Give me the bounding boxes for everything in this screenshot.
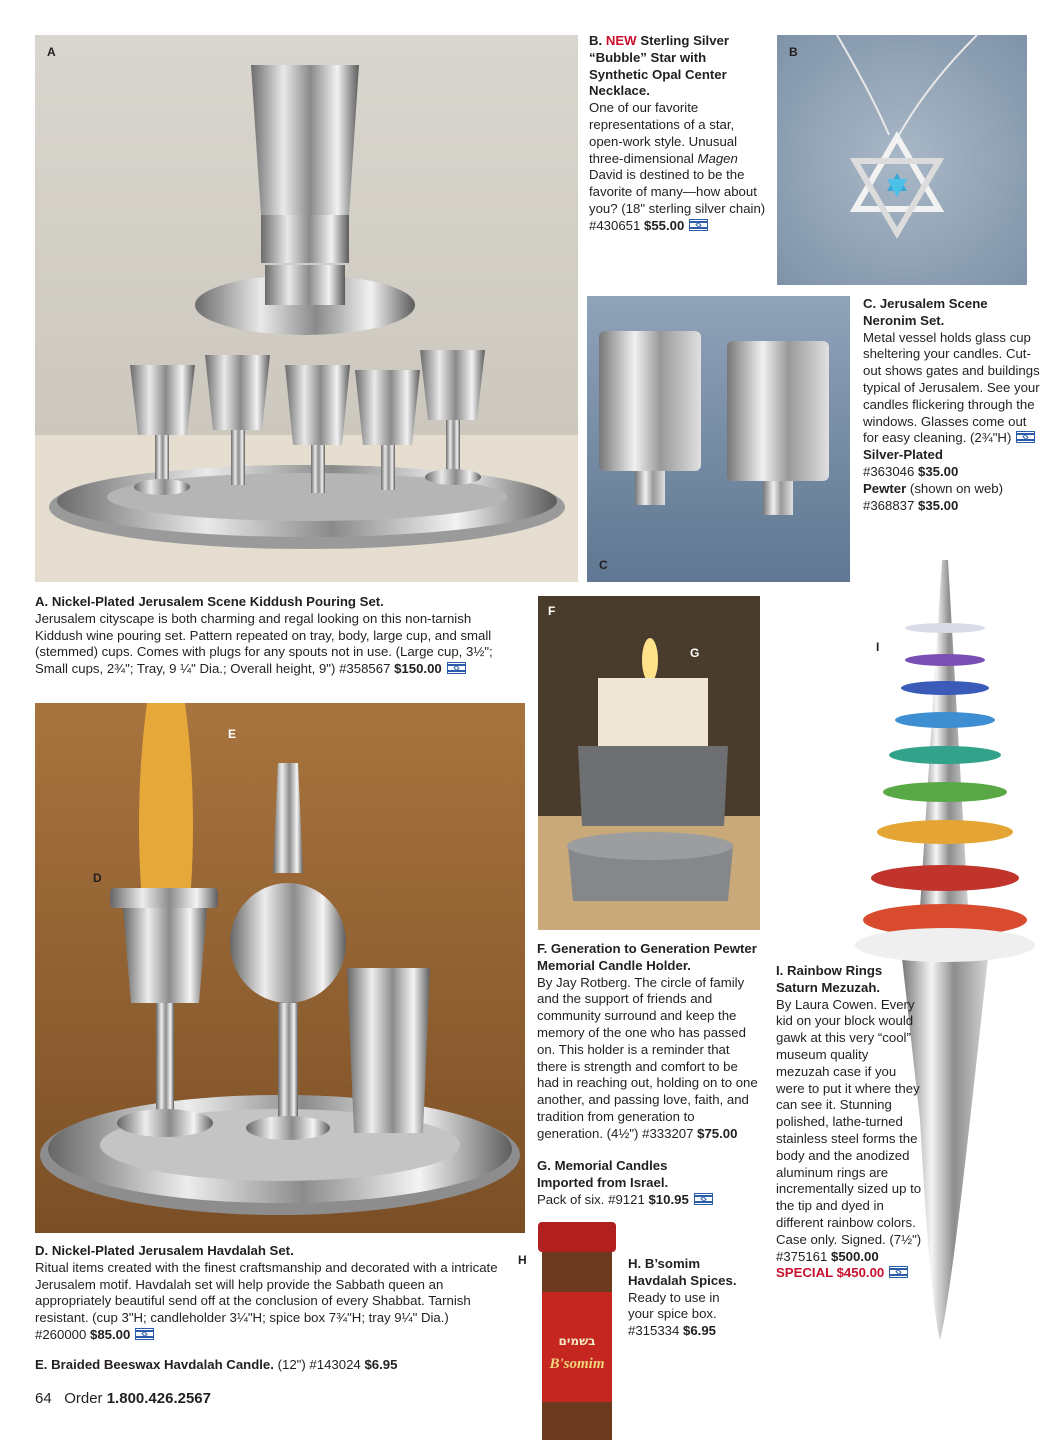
israel-flag-icon [689,219,708,231]
photo-neronim-set [587,296,850,582]
item-b-title: Sterling Silver “Bubble” Star with Synthetic Opal Center Necklace. [589,33,729,99]
photo-label-h: H [518,1253,527,1267]
item-f-body: By Jay Rotberg. The circle of family and the support of friends and community surround and keep the memory of the one who has passed on. This holder is a reminder that there is strength and comfort to be had in reaching out, holding on to one another, and passing love, faith, and tradition from generation to generation. (4½") [537,974,758,1141]
photo-label-b: B [789,45,798,59]
item-b-sku: #430651 [589,217,641,233]
photo-label-e: E [228,727,237,741]
item-c-option-2-price: $35.00 [918,497,959,513]
item-f-price: $75.00 [697,1125,738,1141]
item-a-price: $150.00 [394,661,442,677]
photo-star-necklace [777,35,1027,285]
item-i-price: $500.00 [831,1248,879,1264]
item-d-title: D. Nickel-Plated Jerusalem Havdalah Set. [35,1243,294,1258]
page-number: 64 [35,1390,52,1407]
item-c-option-1-name: Silver-Plated [863,447,943,463]
item-g-price: $10.95 [648,1191,689,1207]
spice-jar-brand-label: B'somim [549,1356,605,1372]
item-e-body: (12") [277,1357,306,1372]
photo-label-f: F [548,604,556,618]
photo-havdalah-set [35,703,525,1233]
israel-flag-icon [889,1266,908,1278]
photo-bsomim-spices [536,1222,618,1440]
item-a-body: Jerusalem cityscape is both charming and regal looking on this non-tarnish Kiddush wine pouring set. Pattern repeated on tray, body, large cup, and small (stemmed) cups. Comes with plugs for any spouts not in use. (Large cup, 3½"; Small cups, 2¾"; Tray, 9 ¼" Dia.; Overall height, 9") [35,610,493,677]
item-f-sku: #333207 [642,1125,694,1141]
israel-flag-icon [694,1193,713,1205]
neronim-illustration [587,296,850,582]
item-c-body: Metal vessel holds glass cup sheltering your candles. Cut-out shows gates and buildings typical of Jerusalem. See your candles flickering through the windows. Glasses come out for easy cleaning. (2¾"H) [863,329,1040,446]
item-c-description [863,296,1043,514]
havdalah-illustration [35,703,525,1233]
item-d-sku: #260000 [35,1326,87,1342]
page-footer [35,1390,211,1407]
item-i-description [776,963,924,1282]
item-g-sku: #9121 [608,1191,645,1207]
item-c-title: C. Jerusalem Scene Neronim Set. [863,296,988,328]
item-c-option-1-price: $35.00 [918,463,959,479]
photo-label-i: I [876,640,880,654]
item-b-body-em: Magen [697,150,738,166]
item-c-option-2-sku: #368837 [863,497,915,513]
israel-flag-icon [135,1328,154,1340]
item-a-description [35,594,515,678]
item-i-special-price: SPECIAL $450.00 [776,1265,885,1281]
item-g-title: G. Memorial Candles Imported from Israel. [537,1158,669,1190]
item-f-title: F. Generation to Generation Pewter Memorial Candle Holder. [537,941,757,973]
israel-flag-icon [1016,431,1035,443]
order-phone-number: 1.800.426.2567 [106,1390,211,1407]
item-d-description [35,1243,515,1344]
item-c-option-2-name: Pewter [863,480,907,496]
item-e-title: E. Braided Beeswax Havdalah Candle. [35,1357,274,1372]
photo-label-c: C [599,558,608,572]
photo-kiddush-set [35,35,578,582]
item-e-sku: #143024 [309,1357,361,1372]
item-b-letter: B. [589,33,603,48]
photo-label-a: A [47,45,56,59]
item-h-price: $6.95 [683,1323,717,1339]
kiddush-set-illustration [35,35,578,582]
item-g-body: Pack of six. [537,1191,605,1207]
item-g-description [537,1158,717,1208]
spice-jar-hebrew-label: בשמים [558,1334,596,1348]
item-d-price: $85.00 [90,1326,131,1342]
item-i-title: I. Rainbow Rings Saturn Mezuzah. [776,963,883,995]
item-c-option-2-note: (shown on web) [909,480,1004,496]
photo-label-g: G [690,646,700,660]
item-a-sku: #358567 [339,661,391,677]
item-b-new-badge: NEW [605,33,637,48]
item-i-sku: #375161 [776,1248,828,1264]
item-c-option-1-sku: #363046 [863,463,915,479]
item-b-body-2: David is destined to be the favorite of many—how about you? (18" sterling silver chain) [589,167,766,216]
spice-jar-illustration [536,1222,618,1440]
item-a-title: A. Nickel-Plated Jerusalem Scene Kiddush Pouring Set. [35,594,384,609]
item-h-title: H. B’somim Havdalah Spices. [628,1256,737,1288]
item-e-price: $6.95 [364,1357,398,1372]
item-h-description [628,1256,748,1340]
item-e-description [35,1357,515,1374]
item-b-description [589,33,769,235]
candle-holder-illustration [538,596,760,930]
photo-label-d: D [93,871,102,885]
israel-flag-icon [447,662,466,674]
necklace-illustration [777,35,1027,285]
item-h-body: Ready to use in your spice box. [628,1289,720,1322]
item-f-description [537,941,759,1143]
item-h-sku: #315334 [628,1323,680,1339]
item-b-body-1: One of our favorite representations of a star, open-work style. Unusual three-dimensional [589,100,738,166]
item-i-body: By Laura Cowen. Every kid on your block would gawk at this very “cool” museum quality mezuzah case if you were to put it where they can see it. Stunning polished, lathe-turned stainless steel forms the body and the anodized aluminum rings are incrementally sized up to the tip and dyed in different rainbow colors. Case only. Signed. (7½") [776,996,922,1247]
photo-memorial-candle-holder [538,596,760,930]
item-d-body: Ritual items created with the finest craftsmanship and decorated with a intricate Jerusalem motif. Havdalah set will help provide the Sabbath queen an appropriately beautiful send off at the conclusion of every Shabbat. Tarnish resistant. (cup 3"H; candleholder 3¼"H; spice box 7¾"H; tray 9¼" Dia.) [35,1259,498,1326]
order-label: Order [64,1390,103,1407]
item-b-price: $55.00 [644,217,685,233]
